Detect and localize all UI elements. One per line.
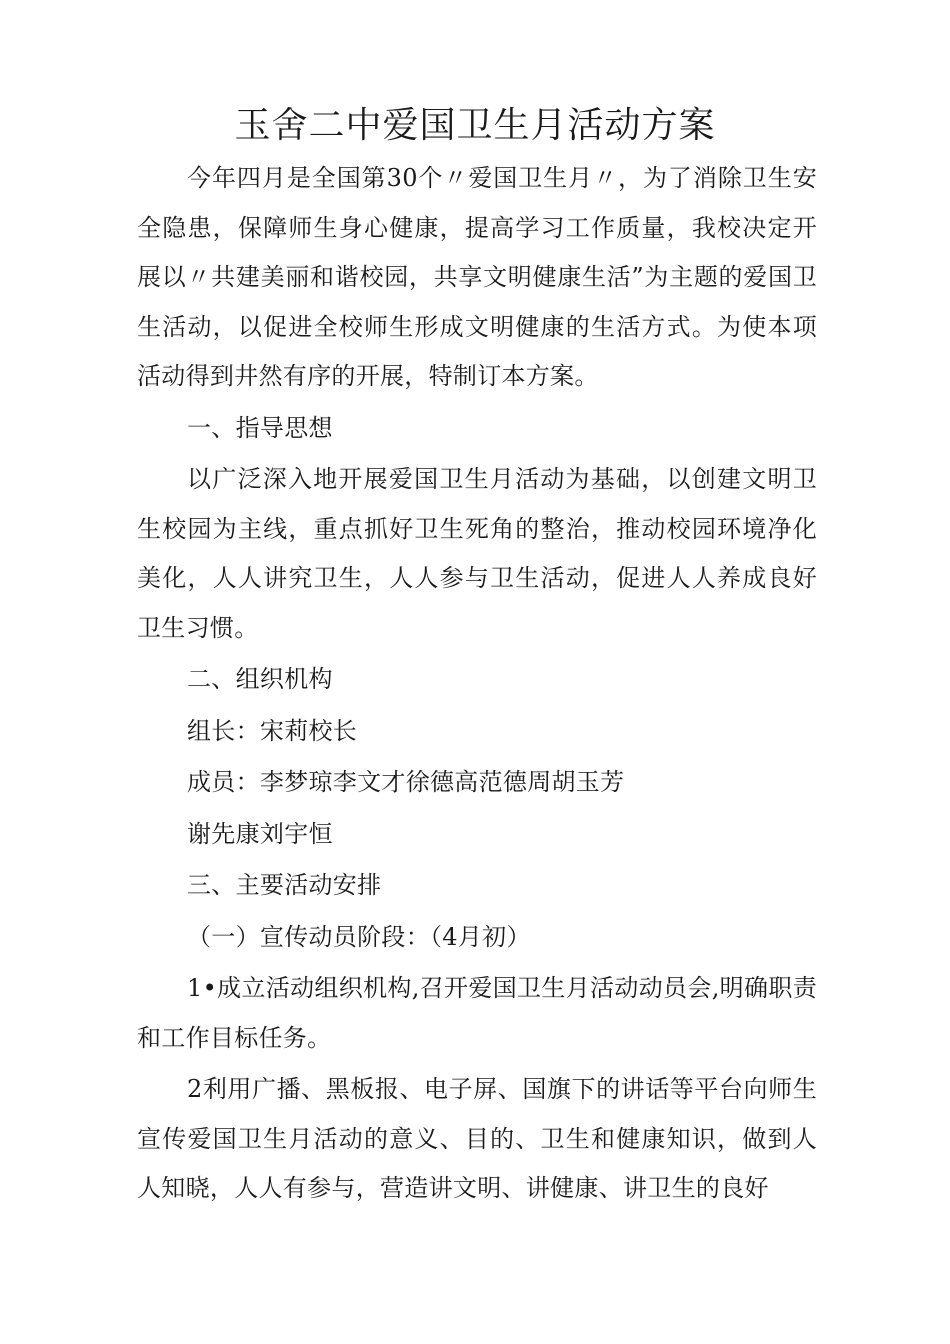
section-heading-activities: 三、主要活动安排 [187, 871, 382, 899]
document-title: 玉舍二中爱国卫生月活动方案 [234, 105, 716, 146]
subsection-heading-publicity: （一）宣传动员阶段：（4月初） [187, 922, 531, 951]
section-heading-guiding-thought: 一、指导思想 [187, 413, 333, 442]
activity-item-2: 2利用广播、黑板报、电子屏、国旗下的讲话等平台向师生宣传爱国卫生月活动的意义、目的、卫生和健康知识，做到人人知晓，人人有参与，营造讲文明、讲健康、讲卫生的良好 [137, 1075, 817, 1202]
activity-item-1: 1•成立活动组织机构,召开爱国卫生月活动动员会,明确职责和工作目标任务。 [137, 974, 817, 1052]
intro-paragraph: 今年四月是全国第30个〃爱国卫生月〃，为了消除卫生安全隐患，保障师生身心健康，提高学习工作质量，我校决定开展以〃共建美丽和谐校园，共享文明健康生活”为主题的爱国卫生活动，以促进全校师生形成文明健康的生活方式。为使本项活动得到井然有序的开展，特制订本方案。 [137, 164, 817, 390]
members-line-continued: 谢先康刘宇恒 [187, 819, 333, 848]
document-body [137, 154, 817, 1214]
group-leader-line: 组长：宋莉校长 [187, 716, 358, 745]
section-heading-organization: 二、组织机构 [187, 665, 333, 693]
members-line: 成员：李梦琼李文才徐德高范德周胡玉芳 [187, 768, 625, 796]
guiding-thought-paragraph: 以广泛深入地开展爱国卫生月活动为基础，以创建文明卫生校园为主线，重点抓好卫生死角的整治，推动校园环境净化美化，人人讲究卫生，人人参与卫生活动，促进人人养成良好卫生习惯。 [137, 465, 817, 642]
